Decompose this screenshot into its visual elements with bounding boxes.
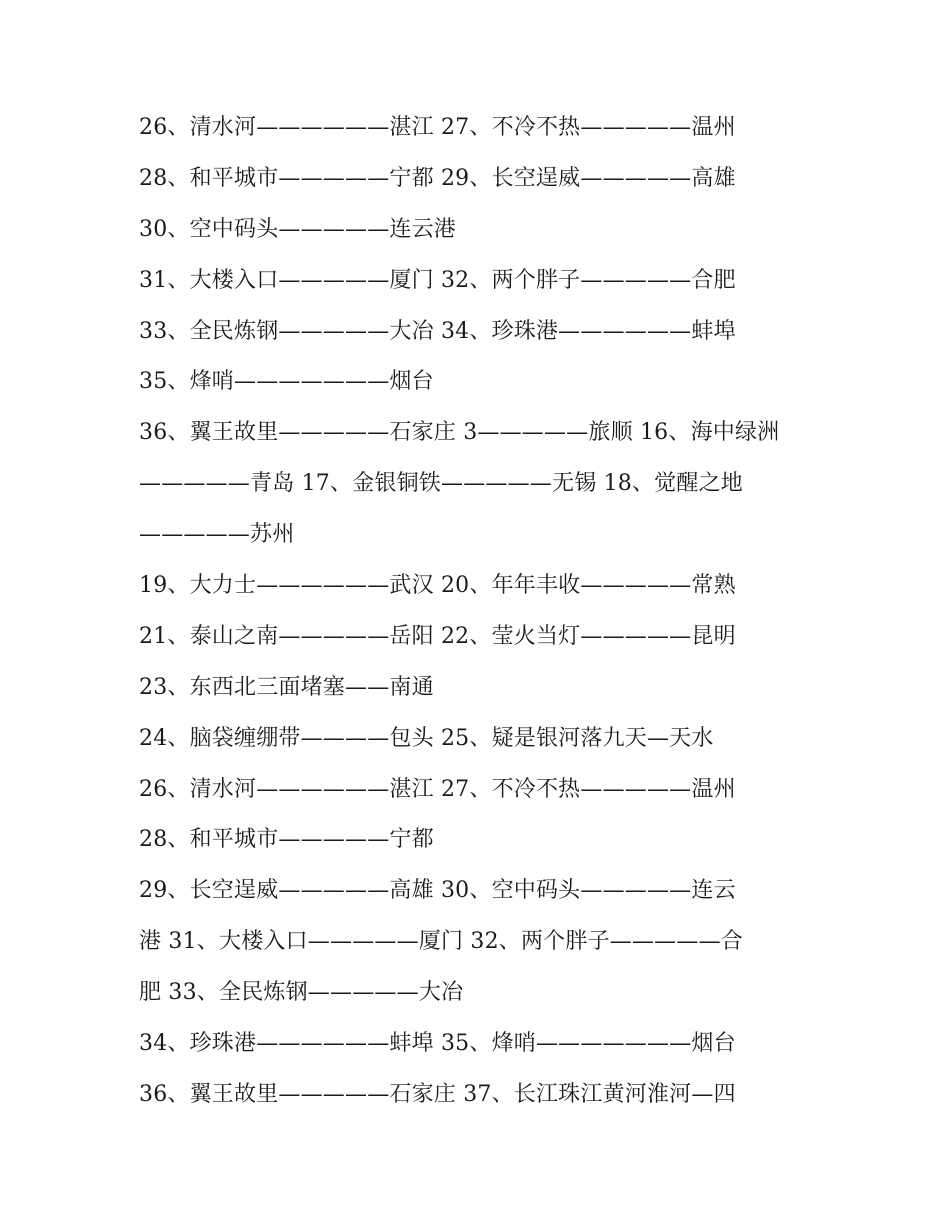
text-line: 36、翼王故里—————石家庄 3—————旅顺 16、海中绿洲 [139,420,780,446]
text-line: 24、脑袋缠绷带————包头 25、疑是银河落九天—天水 [139,725,714,751]
text-line: 35、烽哨———————烟台 [139,369,434,395]
text-line: 19、大力士——————武汉 20、年年丰收—————常熟 [139,573,736,599]
text-line: 33、全民炼钢—————大冶 34、珍珠港——————蚌埠 [139,318,736,344]
text-line: 26、清水河——————湛江 27、不冷不热—————温州 [139,115,736,140]
text-line: 肥 33、全民炼钢—————大冶 [139,980,464,1006]
text-line: 港 31、大楼入口—————厦门 32、两个胖子—————合 [139,929,743,955]
text-line: 23、东西北三面堵塞——南通 [139,674,434,700]
text-line: —————苏州 [139,522,295,548]
text-line: 30、空中码头—————连云港 [139,216,456,242]
text-line: 34、珍珠港——————蚌埠 35、烽哨———————烟台 [139,1031,736,1057]
text-line: 36、翼王故里—————石家庄 37、长江珠江黄河淮河—四 [139,1081,736,1107]
text-line: 21、泰山之南—————岳阳 22、莹火当灯—————昆明 [139,623,736,649]
text-line: 28、和平城市—————宁都 29、长空逞威—————高雄 [139,165,736,191]
text-line: 28、和平城市—————宁都 [139,827,434,853]
document-body [139,103,819,1121]
text-line: 29、长空逞威—————高雄 30、空中码头—————连云 [139,878,736,904]
text-line: —————青岛 17、金银铜铁—————无锡 18、觉醒之地 [139,471,743,497]
text-line: 31、大楼入口—————厦门 32、两个胖子—————合肥 [139,267,736,293]
text-line: 26、清水河——————湛江 27、不冷不热—————温州 [139,776,736,802]
